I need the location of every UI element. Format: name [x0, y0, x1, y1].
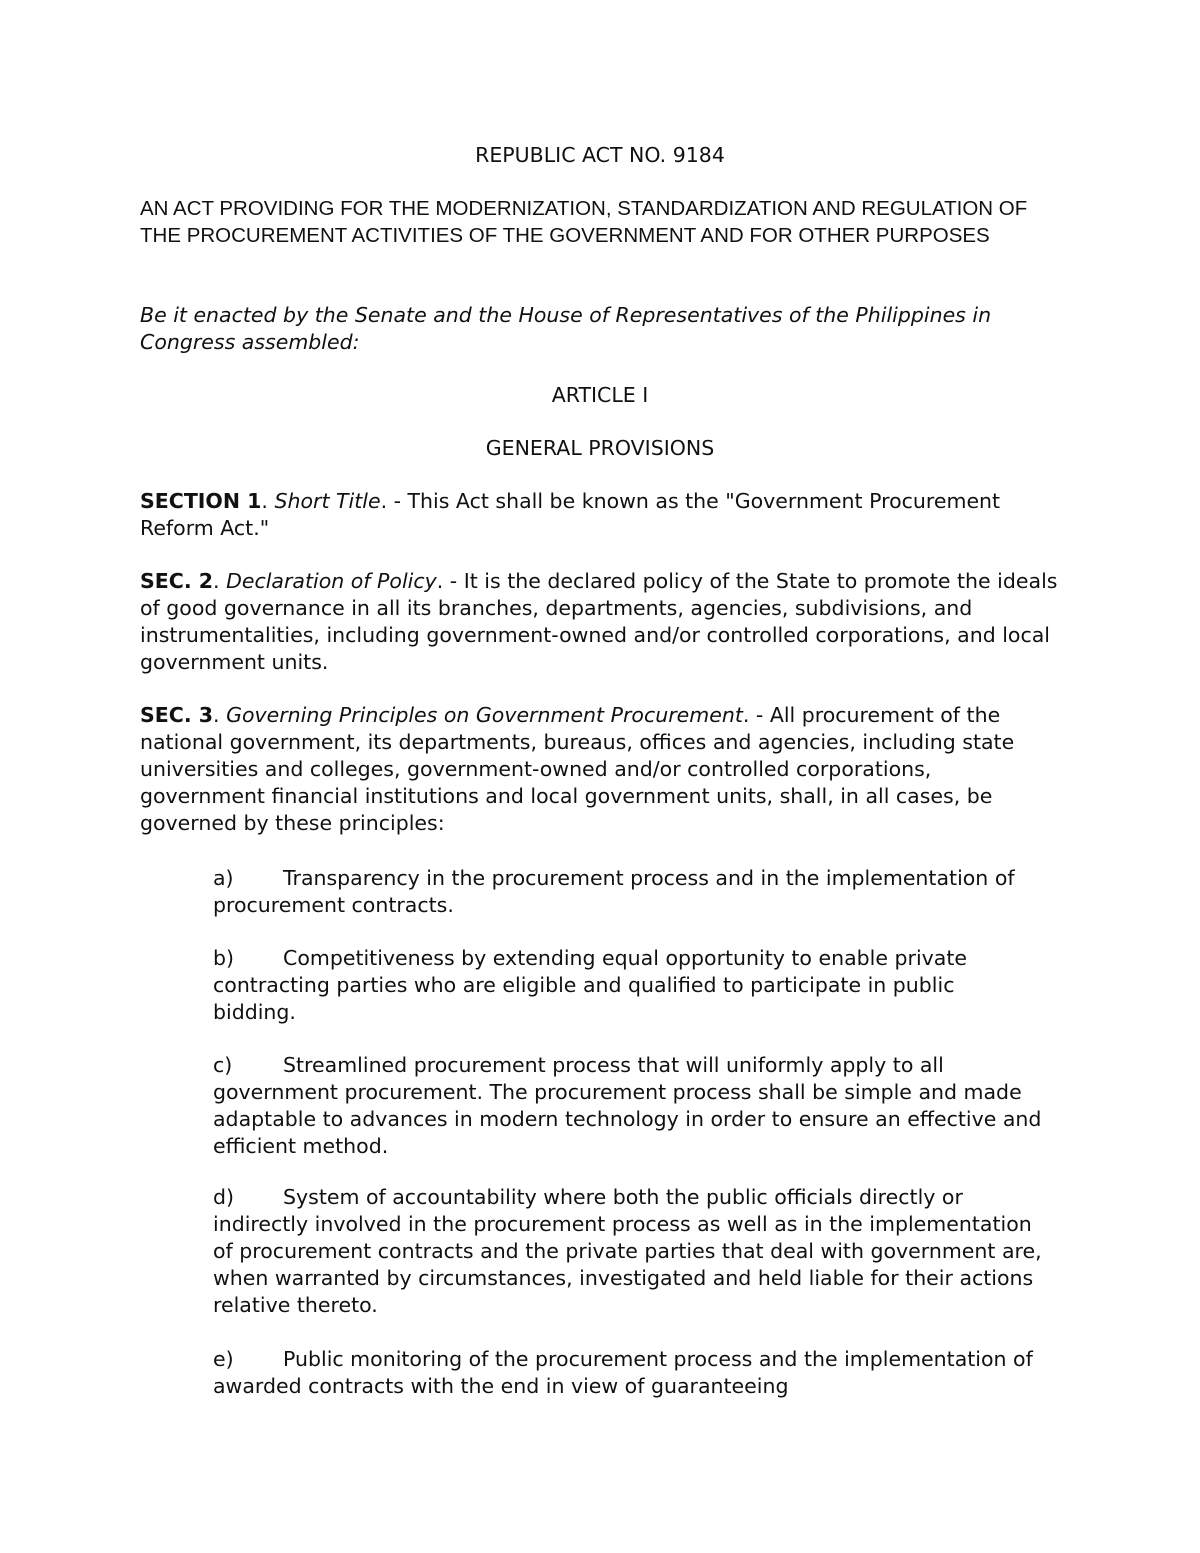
principle-label: a): [213, 866, 234, 890]
article-title: GENERAL PROVISIONS: [485, 436, 715, 460]
principle-text: System of accountability where both the public officials directly or indirectly involved in the procurement process as well as in the implementation of procurement contracts and the private parties that deal with government are, when warranted by circumstances, investigated and held liable for their actions relative thereto.: [213, 1185, 1042, 1317]
section-text: - It is the declared policy of the State to promote the ideals of good governance in all its branches, departments, agencies, subdivisions, and instrumentalities, including government-owned and/or controlled corporations, and local government units.: [140, 569, 1058, 674]
article-number: ARTICLE I: [551, 383, 649, 407]
principle-b: [213, 945, 1043, 1026]
section-label: SEC. 3: [140, 703, 214, 727]
section-2: SEC. 2. Declaration of Policy. - It is the declared policy of the State to promote the ideals of good governance in all its branches, departments, agencies, subdivisions, and instrumentalities, including government-owned and/or controlled corporations, and local government units.: [140, 569, 1058, 674]
principle-d: [213, 1184, 1043, 1319]
principle-text: Transparency in the procurement process and in the implementation of procurement contracts.: [213, 866, 1015, 917]
principle-text: Public monitoring of the procurement process and the implementation of awarded contracts with the end in view of guaranteeing: [213, 1347, 1033, 1398]
principle-label: c): [213, 1053, 233, 1077]
principle-text: Streamlined procurement process that will uniformly apply to all government procurement. The procurement process shall be simple and made adaptable to advances in modern technology in order to ensure an effective and efficient method.: [213, 1053, 1042, 1158]
section-heading: Short Title: [274, 489, 381, 513]
section-3: SEC. 3. Governing Principles on Government Procurement. - All procurement of the national government, its departments, bureaus, offices and agencies, including state universities and colleges, government-owned and/or controlled corporations, government financial institutions and local government units, shall, in all cases, be governed by these principles:: [140, 703, 1015, 835]
principle-a: [213, 865, 1043, 919]
section-label: SEC. 2: [140, 569, 214, 593]
section-heading: Governing Principles on Government Procurement: [226, 703, 743, 727]
principle-c: [213, 1052, 1043, 1160]
principle-label: e): [213, 1347, 234, 1371]
section-heading: Declaration of Policy: [226, 569, 437, 593]
section-text: - This Act shall be known as the "Government Procurement Reform Act.": [140, 489, 1001, 540]
principle-label: b): [213, 946, 235, 970]
enacting-clause: Be it enacted by the Senate and the House of Representatives of the Philippines in Congress assembled:: [140, 303, 992, 354]
section-label: SECTION 1: [140, 489, 262, 513]
principle-text: Competitiveness by extending equal opportunity to enable private contracting parties who are eligible and qualified to participate in public bidding.: [213, 946, 967, 1024]
principle-label: d): [213, 1185, 235, 1209]
section-text: - All procurement of the national government, its departments, bureaus, offices and agencies, including state universities and colleges, government-owned and/or controlled corporations, government financial institutions and local government units, shall, in all cases, be governed by these principles:: [140, 703, 1015, 835]
act-long-title: AN ACT PROVIDING FOR THE MODERNIZATION, STANDARDIZATION AND REGULATION OF THE PROCUREMENT ACTIVITIES OF THE GOVERNMENT AND FOR OTHER PURPOSES: [140, 197, 1028, 247]
principle-e: [213, 1346, 1043, 1400]
section-1: SECTION 1. Short Title. - This Act shall be known as the "Government Procurement Reform Act.": [140, 489, 1001, 540]
act-title: REPUBLIC ACT NO. 9184: [475, 143, 725, 167]
